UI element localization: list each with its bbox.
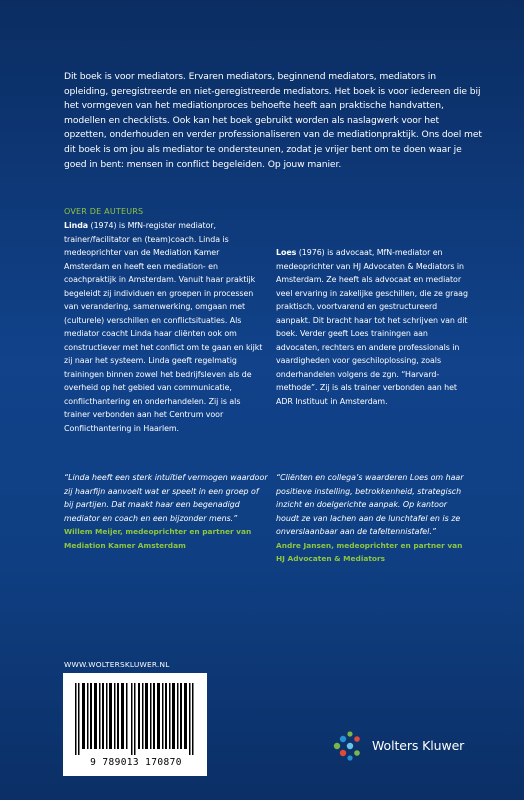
- linda-quote-text: “Linda heeft een sterk intuïtief vermogen waardoor zij haarfijn aanvoelt wat er speelt in een groep of bij partijen. Dat maakt haar een begenadigd mediator en coach en een bijzonder mens.”: [64, 473, 268, 523]
- isbn-number: 9 789013 170870: [90, 757, 182, 768]
- loes-name: Loes: [276, 248, 297, 257]
- loes-bio: [276, 246, 471, 408]
- loes-quote-text: “Cliënten en collega’s waarderen Loes om haar positieve instelling, betrokkenheid, strategisch inzicht en doelgerichte aanpak. Op kantoor houdt ze van lachen aan de lunchtafel en is ze onverslaanbaar aan de tafeltennistafel.”: [276, 473, 464, 536]
- loes-bio-text: (1976) is advocaat, MfN-mediator en medeoprichter van HJ Advocaten & Mediators in Amsterdam. Ze heeft als advocaat en mediator veel ervaring in zakelijke geschillen, die ze graag praktisch, voortvarend en gestructureerd aanpakt. Dit bracht haar tot het schrijven van dit boek. Verder geeft Loes trainingen aan advocaten, rechters en andere professionals in vaardigheden voor geschiloplossing, zoals onderhandelen volgens de zgn. “Harvard-methode”. Zij is als trainer verbonden aan het ADR Instituut in Amsterdam.: [276, 248, 468, 406]
- barcode-bars-icon: [73, 683, 197, 755]
- linda-bio: [64, 219, 264, 435]
- wolters-kluwer-logo-icon: [330, 730, 364, 762]
- publisher-name: Wolters Kluwer: [372, 738, 465, 753]
- loes-quote: [276, 471, 471, 566]
- linda-quote-author: Willem Meijer, medeoprichter en partner van Mediation Kamer Amsterdam: [64, 527, 252, 550]
- publisher-logo: [330, 730, 510, 762]
- loes-quote-author: Andre Jansen, medeoprichter en partner van HJ Advocaten & Mediators: [276, 540, 463, 563]
- linda-quote: [64, 471, 269, 552]
- linda-bio-text: (1974) is MfN-register mediator, trainer/facilitator en (team)coach. Linda is medeoprichter van de Mediation Kamer Amsterdam en heeft een mediation- en coachpraktijk in Amsterdam. Vanuit haar praktijk begeleidt zij individuen en groepen in processen van verandering, samenwerking, omgaan met (culturele) verschillen en conflictsituaties. Als mediator coacht Linda haar cliënten ook om constructiever met het conflict om te gaan en kijkt zij naar het systeem. Linda geeft regelmatig trainingen binnen zowel het bedrijfsleven als de overheid op het gebied van communicatie, conflicthantering en onderhandelen. Zij is als trainer verbonden aan het Centrum voor Conflicthantering in Haarlem.: [64, 221, 263, 433]
- intro-paragraph: Dit boek is voor mediators. Ervaren mediators, beginnend mediators, mediators in opleiding, geregistreerde en niet-geregistreerde mediators. Het boek is voor iedereen die bij het vormgeven van het mediationproces behoefte heeft aan praktische handvatten, modellen en checklists. Ook kan het boek gebruikt worden als naslagwerk voor het opzetten, onderhouden en verder professionaliseren van de mediationpraktijk. Ons doel met dit boek is om jou als mediator te ondersteunen, zodat je vrijer bent om te doen waar je goed in bent: mensen in conflict begeleiden. Op jouw manier.: [64, 71, 482, 170]
- authors-heading: OVER DE AUTEURS: [64, 207, 144, 216]
- linda-name: Linda: [64, 221, 89, 230]
- isbn-barcode: [63, 673, 207, 776]
- website-url[interactable]: WWW.WOLTERSKLUWER.NL: [64, 660, 170, 669]
